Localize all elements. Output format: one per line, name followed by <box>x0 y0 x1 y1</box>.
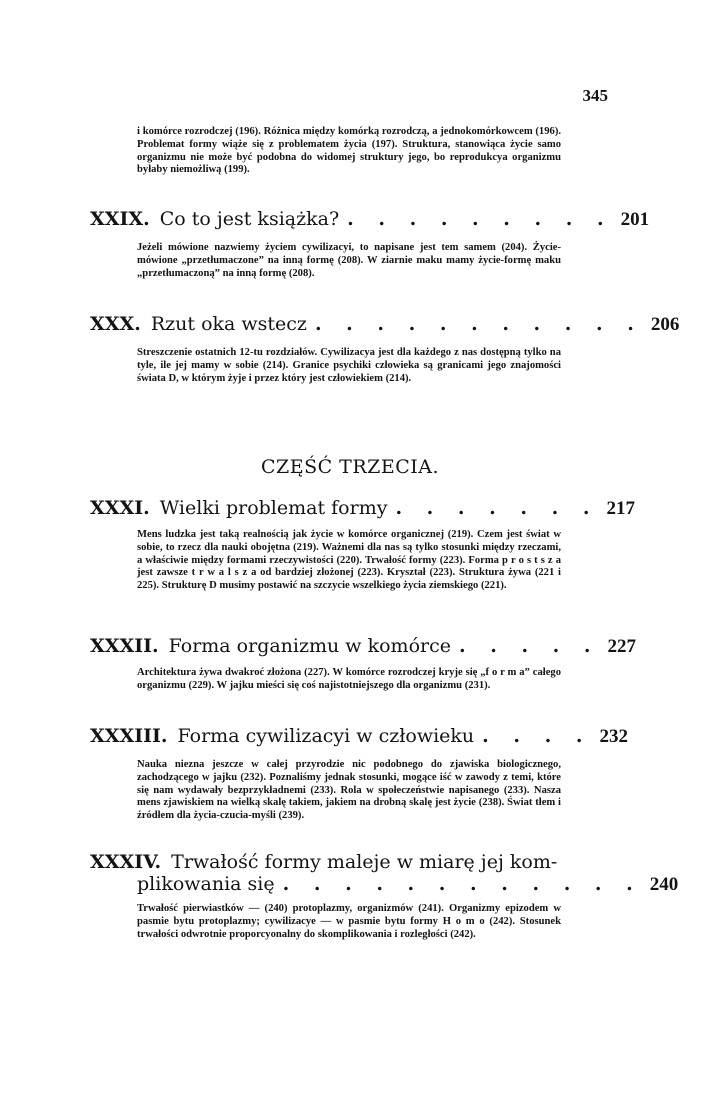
chapter-number: XXXII. <box>90 635 159 657</box>
leader-dots: . . . . . . . <box>395 497 599 519</box>
chapter-heading-xxxii <box>90 635 637 658</box>
chapter-page: 206 <box>650 314 680 335</box>
leader-dots: . . . . <box>482 725 592 747</box>
chapter-heading-xxxiii <box>90 725 628 748</box>
chapter-summary-xxxiv: Trwałość pierwiastków — (240) protoplazmy, organizmów (241). Organizmy epizodem w pasmie bytu protoplazmy; cywilizacye — w pasmie bytu formy H o m o (242). Stosunek trwałości odwrotnie proporcyonalny do skomplikowania i rozległości (242). <box>137 903 561 940</box>
leader-dots: . . . . . <box>458 635 600 657</box>
chapter-number: XXXIII. <box>90 725 168 747</box>
chapter-summary-xxix: Jeżeli mówione nazwiemy życiem cywilizacyi, to napisane jest tem samem (204). Życie-mówione „przetłumaczone” na inną formę (208). W ziarnie maku mamy życie-formę maku „przetłumaczoną” na inną formę (208). <box>137 242 561 279</box>
page-number: 345 <box>582 86 608 105</box>
leader-dots: . . . . . . . . . . . . <box>282 873 642 895</box>
chapter-heading-xxxiv <box>90 851 679 896</box>
chapter-page: 201 <box>620 209 650 230</box>
chapter-heading-xxx <box>90 313 680 336</box>
chapter-summary-xxx: Streszczenie ostatnich 12-tu rozdziałów. Cywilizacya jest dla każdego z nas dostępną tylko na tyle, ile jej mamy w sobie (214). Granice psychiki człowieka są granicami jego znajomości świata D, w którym żyje i przez który jest człowiekiem (214). <box>137 347 561 384</box>
chapter-title: Wielki problemat formy <box>159 497 388 519</box>
chapter-number: XXIX. <box>90 208 150 230</box>
chapter-summary-xxxi: Mens ludzka jest taką realnością jak życie w komórce organicznej (219). Czem jest świat w sobie, to rzecz dla nauki obojętna (219). Ważnemi dla nas są tylko stosunki między rzeczami, a właściwie między formami rzeczywistości (220). Trwałość formy (223). Forma p r o s t s z a jest zawsze t r w a l s z a od bardziej złożonej (223). Kryształ (223). Struktura żywa (221 i 225). Strukturę D musimy postawić na szczycie wszelkiego życia ziemskiego (221). <box>137 529 561 592</box>
leader-dots: . . . . . . . . . . . <box>314 313 643 335</box>
chapter-page: 240 <box>649 874 679 895</box>
intro-summary: i komórce rozrodczej (196). Różnica między komórką rozrodczą, a jednokomórkowcem (196). Problemat formy wiąże się z problematem życia (197). Struktura, stanowiąca życie samo organizmu nie może być podobna do widomej struktury jego, bo reprodukcya organizmu byłaby niemożliwą (199). <box>137 126 561 176</box>
chapter-heading-xxix <box>90 208 650 231</box>
chapter-title: Co to jest książka? <box>159 208 340 230</box>
chapter-number: XXXI. <box>90 497 150 519</box>
chapter-title-continued: plikowania się <box>137 873 275 895</box>
chapter-title: Forma organizmu w komórce <box>168 635 451 657</box>
chapter-title: Trwałość formy maleje w miarę jej kom- <box>171 851 558 873</box>
chapter-title: Forma cywilizacyi w człowieku <box>177 725 475 747</box>
chapter-number: XXX. <box>90 313 141 335</box>
chapter-page: 232 <box>599 726 628 747</box>
chapter-heading-xxxi <box>90 497 635 520</box>
chapter-summary-xxxii: Architektura żywa dwakroć złożona (227). W komórce rozrodczej kryje się „f o r m a” całego organizmu (229). W jajku mieści się coś najistotniejszego dla organizmu (231). <box>137 667 561 691</box>
section-title: CZĘŚĆ TRZECIA. <box>260 456 440 478</box>
chapter-title: Rzut oka wstecz <box>150 313 307 335</box>
chapter-summary-xxxiii: Nauka niezna jeszcze w całej przyrodzie nic podobnego do zjawiska biologicznego, zachodzącego w jajku (232). Poznaliśmy jednak stosunki, mogące iść w zawody z temi, które się nam wydawały bezprzykładnemi (233). Rola w społeczeństwie napisanego (233). Nasza mens zjawiskiem na wielką skalę takiem, jakiem na drobną skalę jest życie (238). Świat tłem i źródłem dla życia-czucia-myśli (239). <box>137 759 561 822</box>
chapter-page: 227 <box>607 636 637 657</box>
chapter-page: 217 <box>606 498 635 519</box>
leader-dots: . . . . . . . . . <box>347 208 613 230</box>
chapter-number: XXXIV. <box>90 851 162 873</box>
